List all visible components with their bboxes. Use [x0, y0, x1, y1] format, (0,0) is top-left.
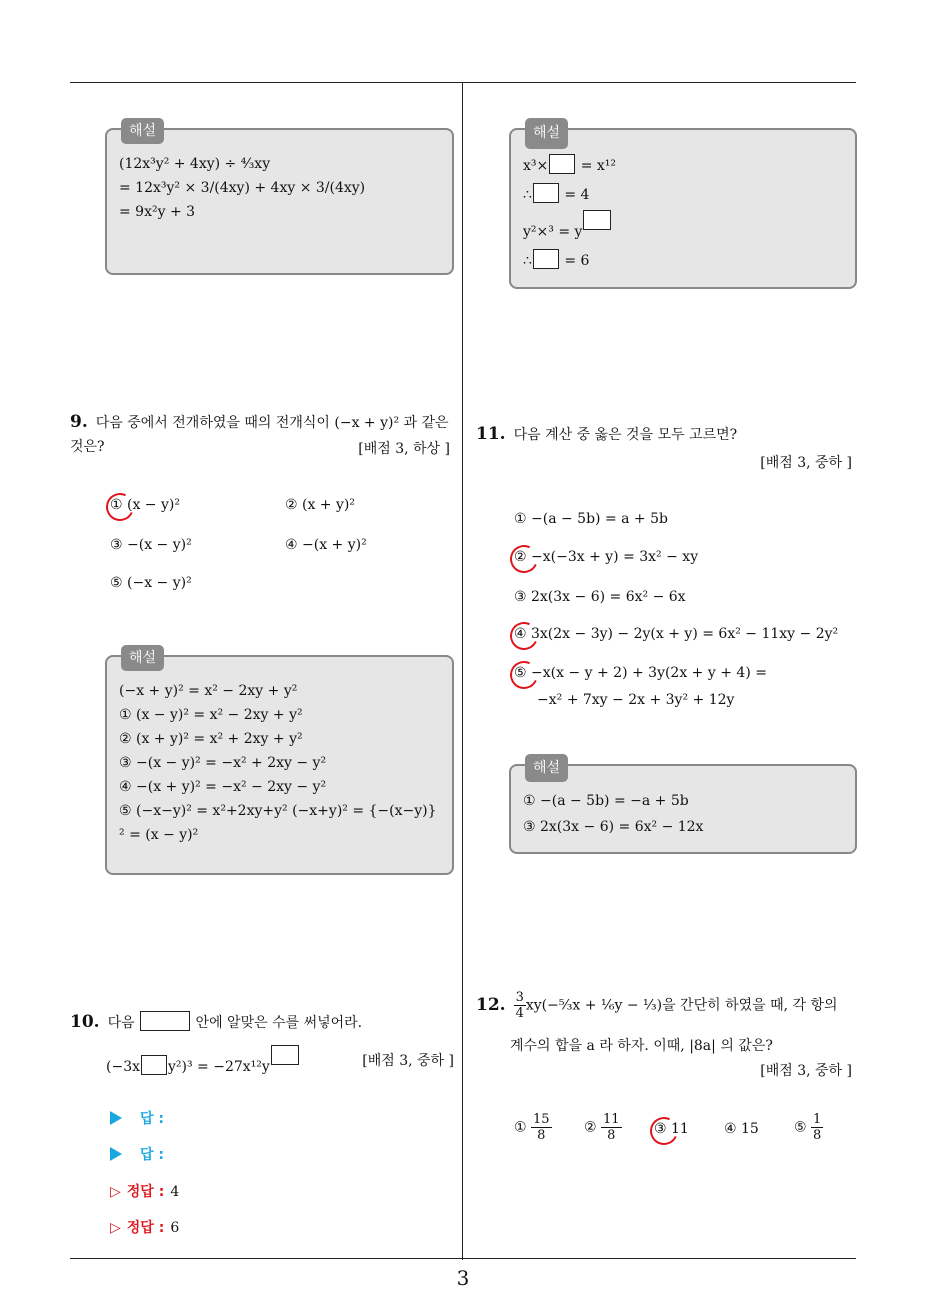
- question-11: [476, 422, 856, 447]
- solution-line: ① −(a − 5b) = −a + 5b: [523, 793, 689, 809]
- play-icon: [110, 1111, 122, 1125]
- question-12-line2: 계수의 합을 a 라 하자. 이때, |8a| 의 값은?: [510, 1038, 773, 1054]
- solution-line: ③ 2x(3x − 6) = 6x² − 12x: [523, 819, 704, 835]
- fraction: $\frac{15}{8}$: [533, 1112, 550, 1143]
- question-text: 다음 계산 중 옳은 것을 모두 고르면?: [513, 427, 738, 443]
- choice-1[interactable]: ① $\frac{15}{8}$: [514, 1112, 550, 1143]
- choice-2[interactable]: ② −x(−3x + y) = 3x² − xy: [514, 549, 699, 565]
- question-text: 다음 중에서 전개하였을 때의 전개식이 (−x + y)² 과 같은 것은?: [70, 415, 449, 455]
- solution-line: = 12x³y² × 3/(4xy) + 4xy × 3/(4xy): [119, 180, 366, 196]
- outline-triangle-icon: ▷: [110, 1220, 121, 1236]
- solution-box-9: [105, 650, 454, 875]
- play-icon: [110, 1147, 122, 1161]
- choice-4[interactable]: ④ 15: [724, 1121, 759, 1137]
- solution-line: (12x³y² + 4xy) ÷ ⁴⁄₃xy: [119, 156, 271, 172]
- points-label: [배점 3, 중하 ]: [760, 455, 852, 471]
- answer-row-1: 답 :: [110, 1108, 164, 1128]
- question-number: 9.: [70, 412, 88, 432]
- solution-line: ② (x + y)² = x² + 2xy + y²: [119, 731, 303, 747]
- question-text: 안에 알맞은 수를 써넣어라.: [195, 1015, 363, 1031]
- choice-5[interactable]: ⑤ −x(x − y + 2) + 3y(2x + y + 4) =: [514, 665, 767, 681]
- solution-box-11: [509, 760, 857, 854]
- blank-box: [583, 210, 611, 230]
- column-divider: [462, 83, 463, 1260]
- blank-box: [140, 1011, 190, 1031]
- question-text: xy(−⁵⁄₃x + ¹⁄₆y − ¹⁄₃)을 간단히 하였을 때, 각 항의: [525, 997, 838, 1014]
- solution-line: y²×³ = y: [523, 210, 843, 247]
- question-10: [70, 1010, 455, 1035]
- points-label: [배점 3, 하상 ]: [358, 441, 450, 457]
- solution-tag: 해설: [121, 645, 164, 671]
- top-rule: [70, 82, 856, 83]
- choice-4[interactable]: ④ −(x + y)²: [285, 537, 367, 553]
- bottom-rule: [70, 1258, 856, 1259]
- choice-3[interactable]: ③ −(x − y)²: [110, 537, 192, 553]
- solution-tag: 해설: [525, 118, 568, 149]
- page-number: 3: [456, 1266, 470, 1290]
- choice-5[interactable]: ⑤ $\frac{1}{8}$: [794, 1112, 822, 1143]
- fraction: $\frac{11}{8}$: [603, 1112, 620, 1143]
- solution-box-10: [509, 125, 857, 289]
- choice-2[interactable]: ② (x + y)²: [285, 497, 355, 513]
- solution-line: ∴ = 4: [523, 181, 843, 210]
- choice-3[interactable]: ③ 11: [654, 1121, 689, 1137]
- solution-line: ③ −(x − y)² = −x² + 2xy − y²: [119, 755, 327, 771]
- equation-part: (−3x: [106, 1059, 140, 1075]
- blank-box: [549, 154, 575, 174]
- blank-box: [533, 183, 559, 203]
- outline-triangle-icon: ▷: [110, 1184, 121, 1200]
- solution-line: ④ −(x + y)² = −x² − 2xy − y²: [119, 779, 327, 795]
- choice-5-continued: −x² + 7xy − 2x + 3y² + 12y: [537, 692, 735, 708]
- points-label: [배점 3, 중하 ]: [760, 1063, 852, 1079]
- points-label: [배점 3, 중하 ]: [362, 1053, 454, 1069]
- question-number: 12.: [476, 994, 506, 1015]
- question-number: 10.: [70, 1012, 100, 1032]
- fraction: $\frac{1}{8}$: [813, 1112, 822, 1143]
- solution-line: ① (x − y)² = x² − 2xy + y²: [119, 707, 303, 723]
- choice-4[interactable]: ④ 3x(2x − 3y) − 2y(x + y) = 6x² − 11xy − 2y²: [514, 626, 839, 642]
- solution-tag: 해설: [121, 118, 164, 144]
- correct-answer-row-1: ▷ 정답 : 4: [110, 1184, 180, 1200]
- question-number: 11.: [476, 424, 506, 444]
- answer-row-2: 답 :: [110, 1144, 164, 1164]
- choice-1[interactable]: ① (x − y)²: [110, 497, 180, 513]
- solution-line: = 9x²y + 3: [119, 204, 196, 220]
- solution-tag: 해설: [525, 754, 568, 782]
- solution-line: x³× = x¹²: [523, 152, 843, 181]
- choice-2[interactable]: ② $\frac{11}{8}$: [584, 1112, 620, 1143]
- blank-box: [533, 249, 559, 269]
- blank-box: [141, 1055, 167, 1075]
- choice-3[interactable]: ③ 2x(3x − 6) = 6x² − 6x: [514, 589, 686, 605]
- question-12: [476, 990, 860, 1021]
- fraction: $\frac{3}{4}$: [515, 990, 524, 1021]
- solution-line: ⑤ (−x−y)² = x²+2xy+y² (−x+y)² = {−(x−y)}² = (x − y)²: [119, 803, 437, 843]
- choice-1[interactable]: ① −(a − 5b) = a + 5b: [514, 511, 668, 527]
- solution-line: ∴ = 6: [523, 247, 843, 276]
- question-text: 다음: [107, 1015, 135, 1031]
- question-10-equation: [106, 1045, 300, 1079]
- correct-answer-row-2: ▷ 정답 : 6: [110, 1220, 180, 1236]
- solution-line: (−x + y)² = x² − 2xy + y²: [119, 683, 298, 699]
- solution-box-8: [105, 123, 454, 275]
- equation-part: y²)³ = −27x¹²y: [168, 1059, 270, 1075]
- choice-5[interactable]: ⑤ (−x − y)²: [110, 575, 192, 591]
- blank-box: [271, 1045, 299, 1065]
